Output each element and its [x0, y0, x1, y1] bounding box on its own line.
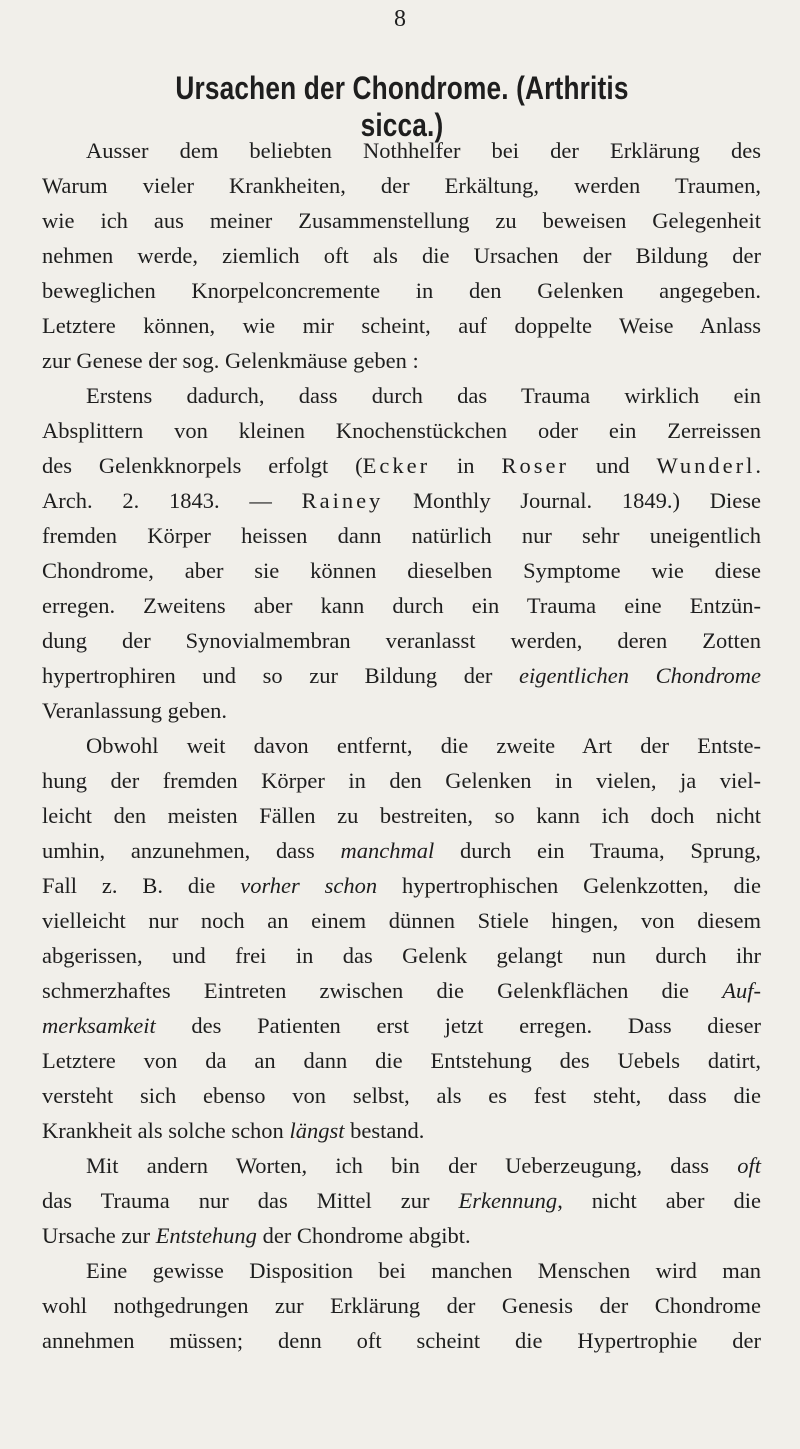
text-line: Eine gewisse Disposition bei manchen Menschen wird man [86, 1258, 761, 1283]
text-line: beweglichen Knorpelconcremente in den Gelenken angegeben. [42, 278, 761, 303]
text-line: fremden Körper heissen dann natürlich nur sehr uneigentlich [42, 523, 761, 548]
text-line: merksamkeit des Patienten erst jetzt erregen. Dass dieser [42, 1013, 761, 1038]
text-line: hung der fremden Körper in den Gelenken in vielen, ja viel- [42, 768, 761, 793]
text-line: Mit andern Worten, ich bin der Ueberzeugung, dass oft [86, 1153, 761, 1178]
text-line: des Gelenkknorpels erfolgt (Ecker in Roser und Wunderl. [42, 453, 761, 478]
author-name: Wunderl [656, 453, 756, 478]
text-line: Absplittern von kleinen Knochenstückchen oder ein Zerreissen [42, 418, 761, 443]
emphasis: eigentlichen Chondrome [519, 663, 761, 688]
text-line: Krankheit als solche schon längst bestand. [42, 1118, 425, 1143]
text-line: Erstens dadurch, dass durch das Trauma wirklich ein [86, 383, 761, 408]
text-line: wohl nothgedrungen zur Erklärung der Genesis der Chondrome [42, 1293, 761, 1318]
text-line: umhin, anzunehmen, dass manchmal durch ein Trauma, Sprung, [42, 838, 761, 863]
text-line: Obwohl weit davon entfernt, die zweite Art der Entste- [86, 733, 761, 758]
text-line: Ursache zur Entstehung der Chondrome abgibt. [42, 1223, 471, 1248]
text-line: erregen. Zweitens aber kann durch ein Trauma eine Entzün- [42, 593, 761, 618]
author-name: Ecker [362, 453, 431, 478]
text-line: nehmen werde, ziemlich oft als die Ursachen der Bildung der [42, 243, 761, 268]
emphasis: Auf- [722, 978, 761, 1003]
text-line: leicht den meisten Fällen zu bestreiten, so kann ich doch nicht [42, 803, 761, 828]
emphasis: Erkennung [458, 1188, 558, 1213]
text-line: das Trauma nur das Mittel zur Erkennung, nicht aber die [42, 1188, 761, 1213]
text-line: Chondrome, aber sie können dieselben Symptome wie diese [42, 558, 761, 583]
emphasis: oft [737, 1153, 761, 1178]
text-line: hypertrophiren und so zur Bildung der eigentlichen Chondrome [42, 663, 761, 688]
text-line: Fall z. B. die vorher schon hypertrophischen Gelenkzotten, die [42, 873, 762, 898]
emphasis: manchmal [340, 838, 435, 863]
text-line: Arch. 2. 1843. — Rainey Monthly Journal. 1849.) Diese [42, 488, 761, 513]
text-line: dung der Synovialmembran veranlasst werden, deren Zotten [42, 628, 761, 653]
emphasis: merksamkeit [42, 1013, 156, 1038]
text-line: Veranlassung geben. [42, 698, 227, 723]
text-line: abgerissen, und frei in das Gelenk gelangt nun durch ihr [42, 943, 761, 968]
text-line: versteht sich ebenso von selbst, als es fest steht, dass die [42, 1083, 761, 1108]
text-line: Letztere können, wie mir scheint, auf doppelte Weise Anlass [42, 313, 761, 338]
page-heading: Ursachen der Chondrome. (Arthritis sicca.) [175, 70, 629, 143]
emphasis: längst [289, 1118, 345, 1143]
text-line: Ausser dem beliebten Nothhelfer bei der Erklärung des [86, 138, 761, 163]
emphasis: Entstehung [155, 1223, 257, 1248]
emphasis: vorher schon [240, 873, 378, 898]
text-line: zur Genese der sog. Gelenkmäuse geben : [42, 348, 419, 373]
text-line: Letztere von da an dann die Entstehung des Uebels datirt, [42, 1048, 761, 1073]
author-name: Rainey [301, 488, 384, 513]
page-number: 8 [394, 6, 406, 32]
text-line: schmerzhaftes Eintreten zwischen die Gelenkflächen die Auf- [42, 978, 761, 1003]
text-line: Warum vieler Krankheiten, der Erkältung, werden Traumen, [42, 173, 761, 198]
text-line: annehmen müssen; denn oft scheint die Hypertrophie der [42, 1328, 761, 1353]
text-line: wie ich aus meiner Zusammenstellung zu beweisen Gelegenheit [42, 208, 761, 233]
author-name: Roser [501, 453, 569, 478]
text-line: vielleicht nur noch an einem dünnen Stiele hingen, von diesem [42, 908, 761, 933]
